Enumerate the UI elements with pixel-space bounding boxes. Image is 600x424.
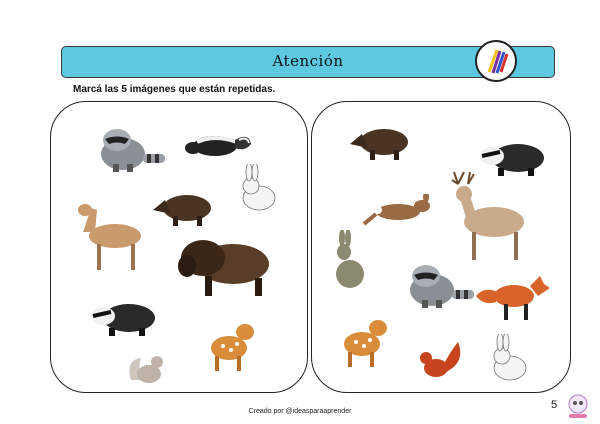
left-panel xyxy=(50,101,308,393)
deer-image[interactable] xyxy=(73,202,145,272)
right-panel xyxy=(311,101,571,393)
fawn-image[interactable] xyxy=(336,314,392,368)
page-number: 5 xyxy=(551,399,558,411)
instruction-text: Marcá las 5 imágenes que están repetidas. xyxy=(73,84,276,95)
raccoon-image[interactable] xyxy=(95,124,167,174)
badger-image[interactable] xyxy=(89,298,157,338)
footer-credit: Creado por @ideasparaaprender xyxy=(248,408,352,415)
raccoon-image[interactable] xyxy=(404,260,476,310)
brand-logo-icon xyxy=(565,393,591,419)
pencils-icon xyxy=(475,40,517,82)
fawn-image[interactable] xyxy=(203,318,259,372)
fox-image[interactable] xyxy=(474,266,554,322)
squirrel-image[interactable] xyxy=(125,350,167,386)
white-rabbit-image[interactable] xyxy=(488,334,530,382)
skunk-image[interactable] xyxy=(183,126,253,160)
leaping-hare-image[interactable] xyxy=(362,194,434,230)
page-title: Atención xyxy=(272,52,344,70)
wild-boar-image[interactable] xyxy=(346,122,412,162)
bison-image[interactable] xyxy=(177,234,273,298)
red-squirrel-image[interactable] xyxy=(416,336,466,382)
wild-boar-image[interactable] xyxy=(149,188,215,228)
hare-image[interactable] xyxy=(328,230,370,292)
stag-image[interactable] xyxy=(434,168,530,264)
white-rabbit-image[interactable] xyxy=(237,164,279,212)
